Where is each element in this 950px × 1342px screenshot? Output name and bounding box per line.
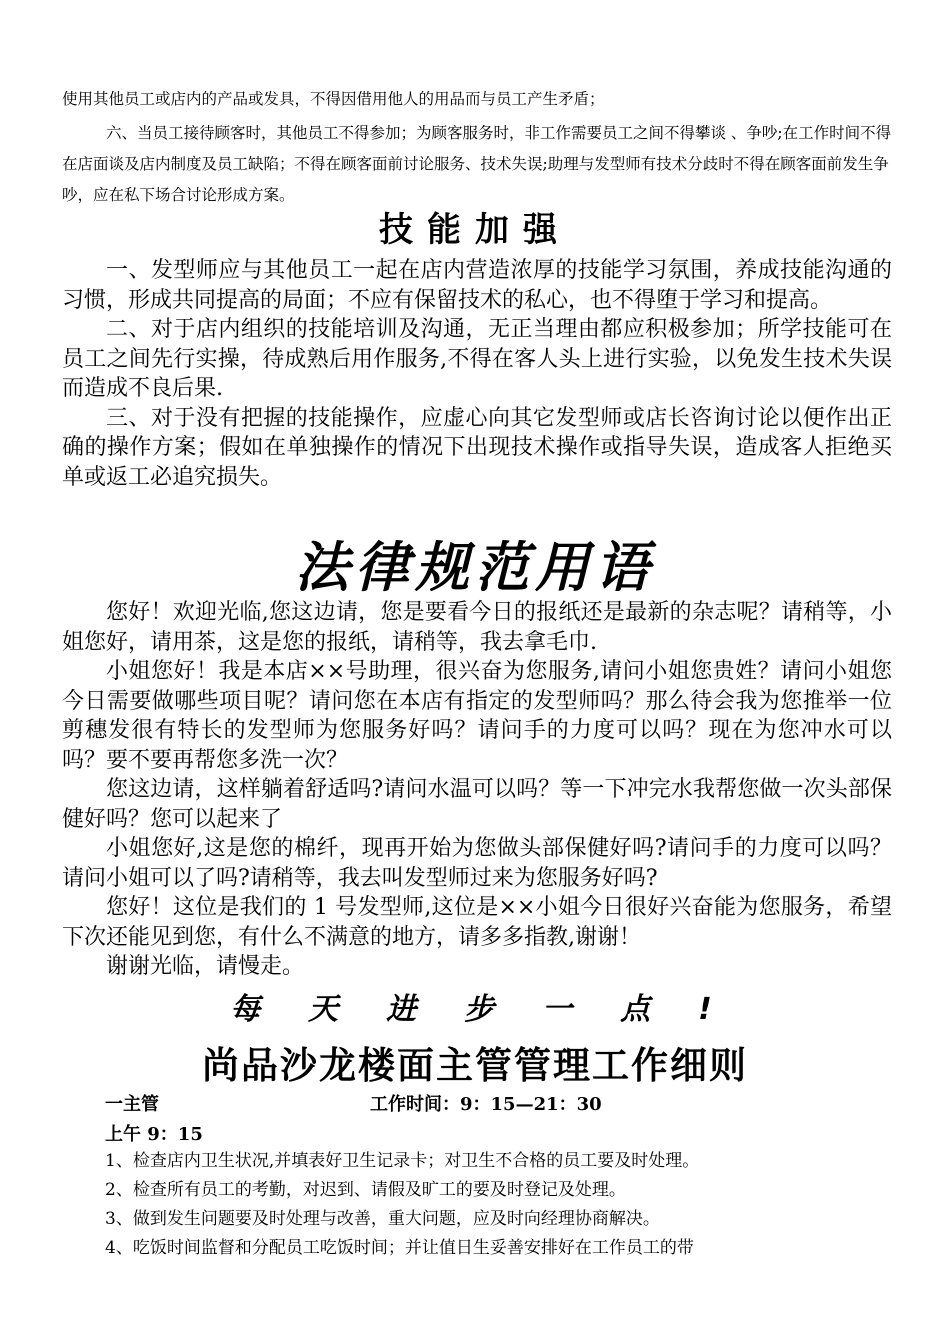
phrase-paragraph: 您好！欢迎光临,您这边请，您是要看今日的报纸还是最新的杂志呢？请稍等，小姐您好，请用茶，这是您的报纸，请稍等，我去拿毛巾.	[62, 600, 892, 655]
task-item: 2、检查所有员工的考勤，对迟到、请假及旷工的要及时登记及处理。	[105, 1180, 626, 1200]
morning-label: 上午 9：15	[105, 1124, 203, 1145]
phrases-heading: 法律规范用语	[295, 536, 655, 599]
intro-continuation: 使用其他员工或店内的产品或发具，不得因借用他人的用品而与员工产生矛盾；	[62, 90, 605, 108]
skills-heading: 技能加强	[379, 210, 571, 250]
work-time: 工作时间：9：15—21：30	[370, 1094, 602, 1115]
task-list	[105, 1147, 890, 1263]
phrase-paragraph: 小姐您好,这是您的棉纤，现再开始为您做头部保健好吗?请问手的力度可以吗？请问小姐可以了吗?请稍等，我去叫发型师过来为您服务好吗?	[62, 836, 892, 891]
motto-line: 每天进步一点!	[230, 992, 760, 1027]
task-item: 1、检查店内卫生状况,并填表好卫生记录卡；对卫生不合格的员工要及时处理。	[105, 1151, 700, 1171]
task-item: 4、吃饭时间监督和分配员工吃饭时间；并让值日生妥善安排好在工作员工的带	[105, 1238, 694, 1258]
skills-paragraph: 二、对于店内组织的技能培训及沟通，无正当理由都应积极参加；所学技能可在员工之间先行实操，待成熟后用作服务,不得在客人头上进行实验，以免发生技术失误而造成不良后果.	[62, 317, 892, 401]
phrases-section	[62, 598, 892, 982]
phrase-paragraph: 小姐您好！我是本店××号助理，很兴奋为您服务,请问小姐您贵姓？请问小姐您今日需要做哪些项目呢？请问您在本店有指定的发型师吗？那么待会我为您推举一位剪穗发很有特长的发型师为您服务好吗？请问手的力度可以吗？现在为您冲水可以吗？要不要再帮您多洗一次？	[62, 659, 892, 773]
skills-paragraph: 三、对于没有把握的技能操作，应虚心向其它发型师或店长咨询讨论以便作出正确的操作方案；假如在单独操作的情况下出现技术操作或指导失误，造成客人拒绝买单或返工必追究损失。	[62, 405, 892, 490]
skills-section	[62, 256, 892, 492]
salon-heading: 尚品沙龙楼面主管管理工作细则	[202, 1043, 748, 1087]
skills-paragraph: 一、发型师应与其他员工一起在店内营造浓厚的技能学习氛围，养成技能沟通的习惯，形成共同提高的局面；不应有保留技术的私心，也不得堕于学习和提高。	[62, 258, 892, 313]
rule-six-block	[62, 118, 892, 211]
supervisor-label: 一主管	[105, 1094, 159, 1115]
task-item: 3、做到发生问题要及时处理与改善，重大问题，应及时向经理协商解决。	[105, 1209, 660, 1229]
phrase-paragraph: 您这边请，这样躺着舒适吗?请问水温可以吗？等一下冲完水我帮您做一次头部保健好吗？您可以起来了	[62, 777, 892, 832]
phrase-paragraph: 您好！这位是我们的 1 号发型师,这位是××小姐今日很好兴奋能为您服务，希望下次还能见到您，有什么不满意的地方，请多多指教,谢谢！	[62, 895, 892, 950]
rule-six: 六、当员工接待顾客时，其他员工不得参加；为顾客服务时，非工作需要员工之间不得攀谈 、争吵;在工作时间不得在店面谈及店内制度及员工缺陷；不得在顾客面前讨论服务、技术失误;助理与发型师有技术分歧时不得在顾客面前发生争吵，应在私下场合讨论形成方案。	[62, 124, 892, 204]
phrase-paragraph: 谢谢光临，请慢走。	[106, 954, 305, 979]
